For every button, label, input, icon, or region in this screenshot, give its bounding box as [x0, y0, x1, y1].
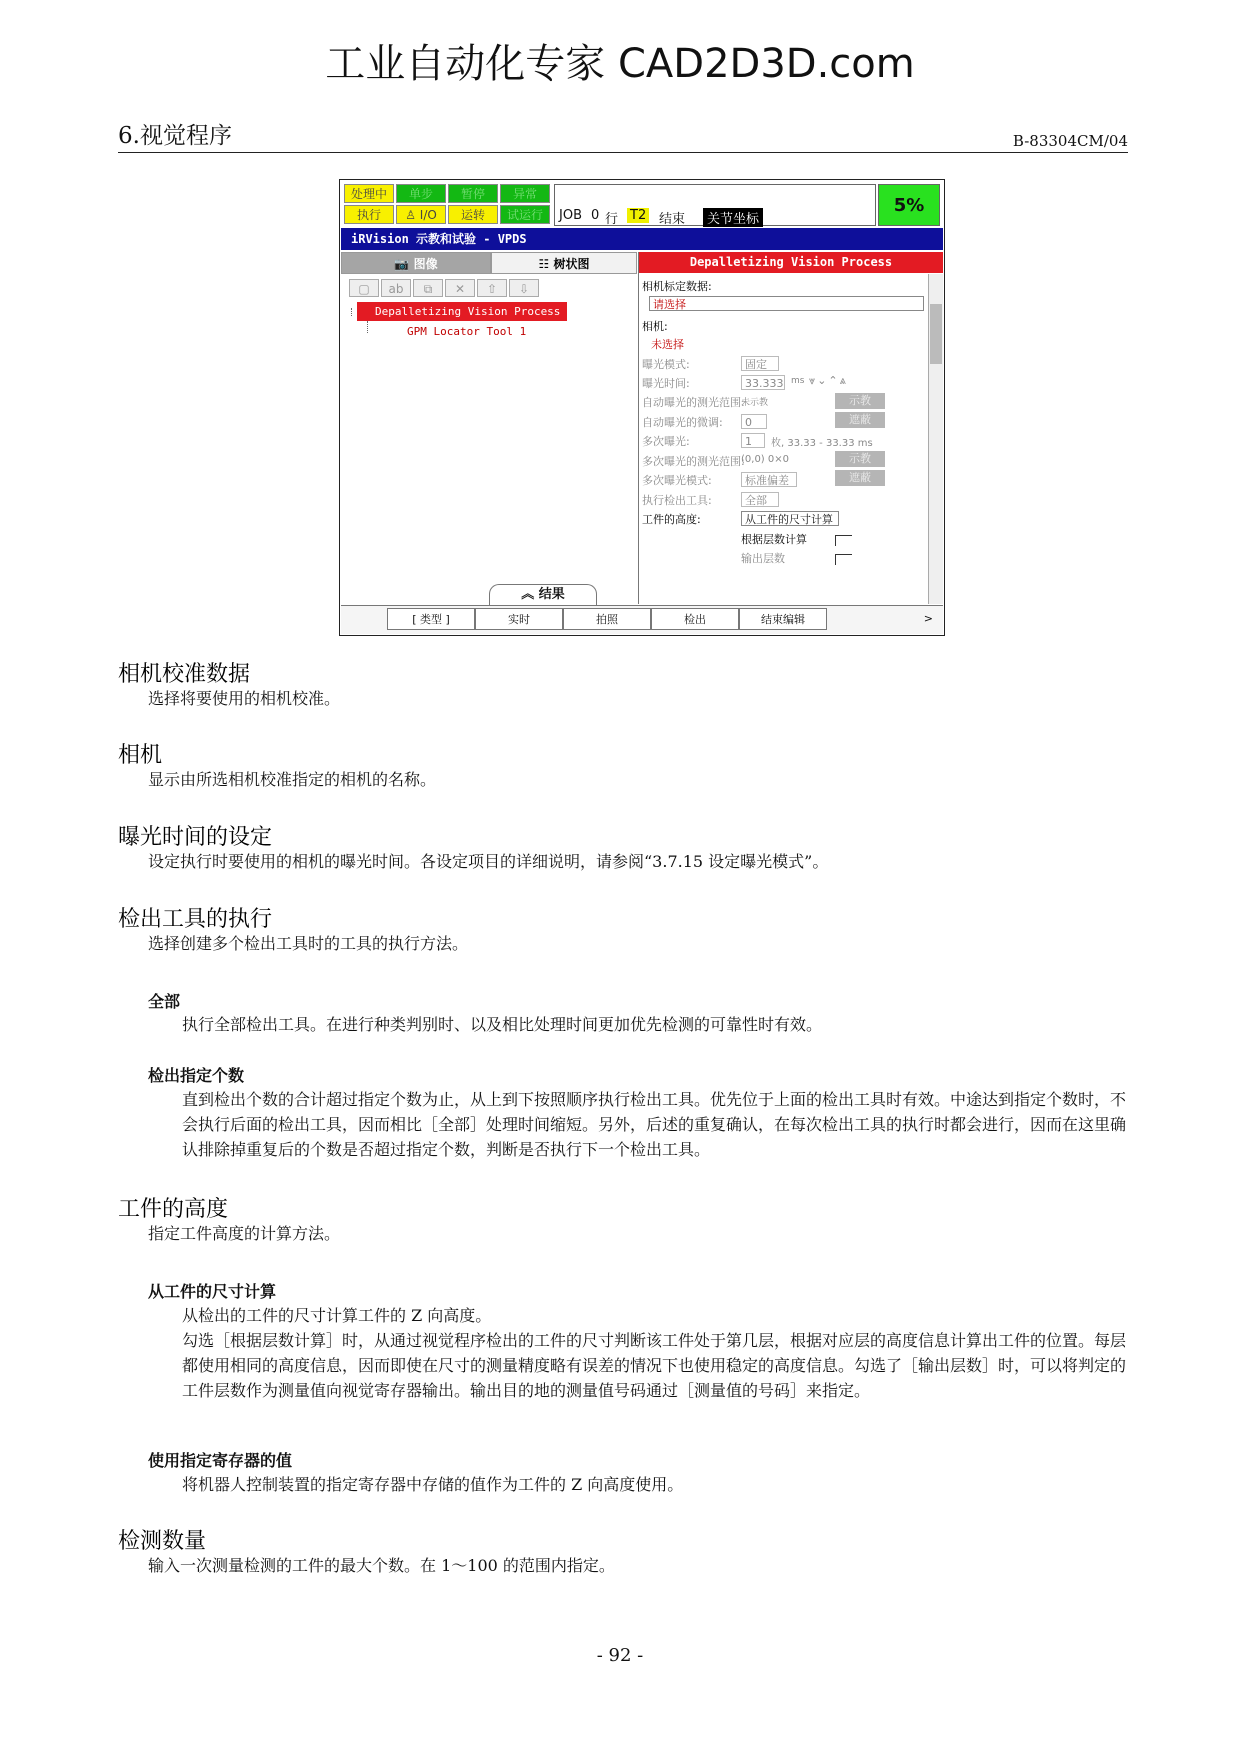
new-icon[interactable]: ▢: [349, 279, 379, 297]
end-label: 结束: [659, 212, 686, 227]
copy-icon[interactable]: ⧉: [413, 279, 443, 297]
height-select[interactable]: 从工件的尺寸计算: [741, 511, 839, 526]
page-header: [118, 124, 1128, 153]
section-exec-title: 检出工具的执行: [118, 907, 273, 932]
mask-button-2[interactable]: 遮蔽: [835, 470, 885, 486]
auto-fine-select[interactable]: 0: [741, 414, 767, 429]
status-processing: 处理中: [344, 184, 394, 203]
section-height-text: 指定工件高度的计算方法。: [148, 1224, 341, 1243]
calib-label: 相机标定数据:: [642, 280, 712, 293]
exec-count-text: 直到检出个数的合计超过指定个数为止，从上到下按照顺序执行检出工具。优先位于上面的检出工具时有效。中途达到指定个数时，不会执行后面的检出工具，因而相比［全部］处理时间缩短。另外，后述的重复确认，在每次检出工具的执行时都会进行，因而在这里确认排除掉重复后的个数是否超过指定个数，判断是否执行下一个检出工具。: [182, 1090, 1127, 1159]
section-count-title: 检测数量: [118, 1529, 207, 1554]
tree-node-process[interactable]: Depalletizing Vision Process: [357, 302, 567, 321]
right-pane: [639, 252, 943, 604]
height-reg-title: 使用指定寄存器的值: [148, 1451, 293, 1470]
job-bar: [554, 184, 876, 226]
move-up-icon[interactable]: ⇧: [477, 279, 507, 297]
delete-icon[interactable]: ✕: [445, 279, 475, 297]
exec-all-title: 全部: [148, 992, 181, 1011]
auto-range-label: 自动曝光的测光范围:: [642, 396, 745, 409]
mask-button[interactable]: 遮蔽: [835, 412, 885, 428]
tab-image[interactable]: [341, 252, 491, 274]
section-exposure-title: 曝光时间的设定: [118, 825, 273, 850]
multi-mode-label: 多次曝光模式:: [642, 474, 712, 487]
status-hold: 暂停: [448, 184, 498, 203]
exp-mode-label: 曝光模式:: [642, 358, 690, 371]
result-tab[interactable]: [489, 584, 597, 605]
exp-time-label: 曝光时间:: [642, 377, 690, 390]
output-layer-label: 输出层数: [741, 552, 785, 565]
camera-label: 相机:: [642, 320, 668, 333]
status-fault: 异常: [500, 184, 550, 203]
result-tab-label: 结果: [538, 587, 565, 602]
left-pane: [341, 252, 639, 604]
camera-value: 未选择: [651, 338, 684, 351]
process-title: Depalletizing Vision Process: [639, 252, 943, 273]
fkey-type[interactable]: [ 类型 ]: [387, 608, 475, 630]
tree-connector: [367, 321, 368, 333]
exec-all-text: 执行全部检出工具。在进行种类判别时、以及相比处理时间更加优先检测的可靠性时有效。: [182, 1015, 823, 1034]
stepper-icons[interactable]: ⩔⌄⌃⩓: [809, 374, 848, 387]
tab-tree[interactable]: [491, 252, 637, 274]
tab-tree-label: 树状图: [553, 257, 590, 271]
calib-select[interactable]: 请选择: [649, 296, 924, 311]
mode-t2: T2: [627, 208, 649, 223]
section-camera-text: 显示由所选相机校准指定的相机的名称。: [148, 770, 437, 789]
multi-exp-select[interactable]: 1: [741, 433, 765, 448]
auto-range-value: 未示教: [741, 398, 769, 408]
tree-node-locator[interactable]: GPM Locator Tool 1: [407, 325, 527, 338]
coord-label: 关节坐标: [703, 208, 763, 227]
section-camera-title: 相机: [118, 743, 163, 768]
exec-tool-select[interactable]: 全部: [741, 492, 779, 507]
height-label: 工件的高度:: [642, 513, 701, 526]
job-number: 0: [591, 208, 600, 223]
fkey-snap[interactable]: 拍照: [563, 608, 651, 630]
by-layer-checkbox[interactable]: [835, 535, 852, 546]
status-execute: 执行: [344, 205, 394, 224]
by-layer-label: 根据层数计算: [741, 533, 807, 546]
status-io: [396, 205, 446, 224]
height-size-text2: 勾选［根据层数计算］时，从通过视觉程序检出的工件的尺寸判断该工件处于第几层，根据对应层的高度信息计算出工件的位置。每层都使用相同的高度信息，因而即使在尺寸的测量精度略有误差的情况下也使用稳定的高度信息。勾选了［输出层数］时，可以将判定的工件层数作为测量值向视觉寄存器输出。输出目的地的测量值号码通过［测量值的号码］来指定。: [182, 1331, 1127, 1400]
teach-button-2[interactable]: 示教: [835, 451, 885, 467]
height-size-text1: 从检出的工件的尺寸计算工件的 Z 向高度。: [182, 1306, 492, 1325]
camera-icon: 📷: [394, 257, 410, 271]
status-step: 单步: [396, 184, 446, 203]
scrollbar[interactable]: [928, 274, 943, 604]
chevron-up-icon: ︽: [521, 587, 535, 602]
height-size-title: 从工件的尺寸计算: [148, 1282, 277, 1301]
status-io-label: I/O: [419, 208, 437, 222]
teach-button[interactable]: 示教: [835, 393, 885, 409]
section-calib-title: 相机校准数据: [118, 662, 251, 687]
chapter-title: 6.视觉程序: [118, 123, 232, 149]
tree-toolbar: [349, 278, 541, 297]
status-trial: 试运行: [500, 205, 550, 224]
section-exec-text: 选择创建多个检出工具时的工具的执行方法。: [148, 934, 469, 953]
override-percent: 5%: [878, 184, 940, 226]
section-exposure-text: 设定执行时要使用的相机的曝光时间。各设定项目的详细说明，请参阅“3.7.15 设定曝光模式”。: [148, 852, 829, 871]
multi-range-label: 多次曝光的测光范围:: [642, 455, 745, 468]
tree-connector: [351, 308, 352, 316]
watermark: 工业自动化专家 CAD2D3D.com: [325, 41, 915, 87]
status-grid: [344, 184, 552, 226]
section-height-title: 工件的高度: [118, 1197, 229, 1222]
tree-icon: ☷: [538, 257, 550, 271]
multi-range-value: (0,0) 0×0: [741, 454, 789, 465]
line-label: 行: [605, 212, 619, 227]
section-count-text: 输入一次测量检测的工件的最大个数。在 1～100 的范围内指定。: [148, 1556, 615, 1575]
fkey-live[interactable]: 实时: [475, 608, 563, 630]
height-reg-text: 将机器人控制装置的指定寄存器中存储的值作为工件的 Z 向高度使用。: [182, 1475, 684, 1494]
exec-count-title: 检出指定个数: [148, 1066, 245, 1085]
multi-exp-info: 枚, 33.33 - 33.33 ms: [771, 438, 873, 449]
tab-image-label: 图像: [413, 257, 438, 271]
output-layer-checkbox[interactable]: [835, 554, 852, 565]
window-title: iRVision 示教和试验 - VPDS: [341, 228, 943, 250]
job-label: JOB: [559, 208, 582, 223]
exec-tool-label: 执行检出工具:: [642, 494, 712, 507]
exp-time-input[interactable]: 33.333: [741, 375, 785, 390]
fkey-next[interactable]: >: [923, 612, 933, 625]
exp-mode-select[interactable]: 固定: [741, 356, 779, 371]
doc-number: B-83304CM/04: [1012, 132, 1128, 150]
move-down-icon[interactable]: ⇩: [509, 279, 539, 297]
scroll-thumb[interactable]: [930, 304, 942, 364]
multi-mode-select[interactable]: 标准偏差: [741, 472, 797, 487]
multi-exp-label: 多次曝光:: [642, 435, 690, 448]
fkey-end-edit[interactable]: 结束编辑: [739, 608, 827, 630]
page-number: - 92 -: [596, 1645, 644, 1666]
person-icon: ♙: [405, 208, 416, 222]
section-calib-text: 选择将要使用的相机校准。: [148, 689, 341, 708]
auto-fine-label: 自动曝光的微调:: [642, 416, 723, 429]
status-run: 运转: [448, 205, 498, 224]
function-key-bar: [341, 605, 943, 634]
pendant-screenshot: [339, 179, 945, 636]
rename-icon[interactable]: ab: [381, 279, 411, 297]
fkey-find[interactable]: 检出: [651, 608, 739, 630]
exp-time-unit: ms: [791, 376, 805, 386]
